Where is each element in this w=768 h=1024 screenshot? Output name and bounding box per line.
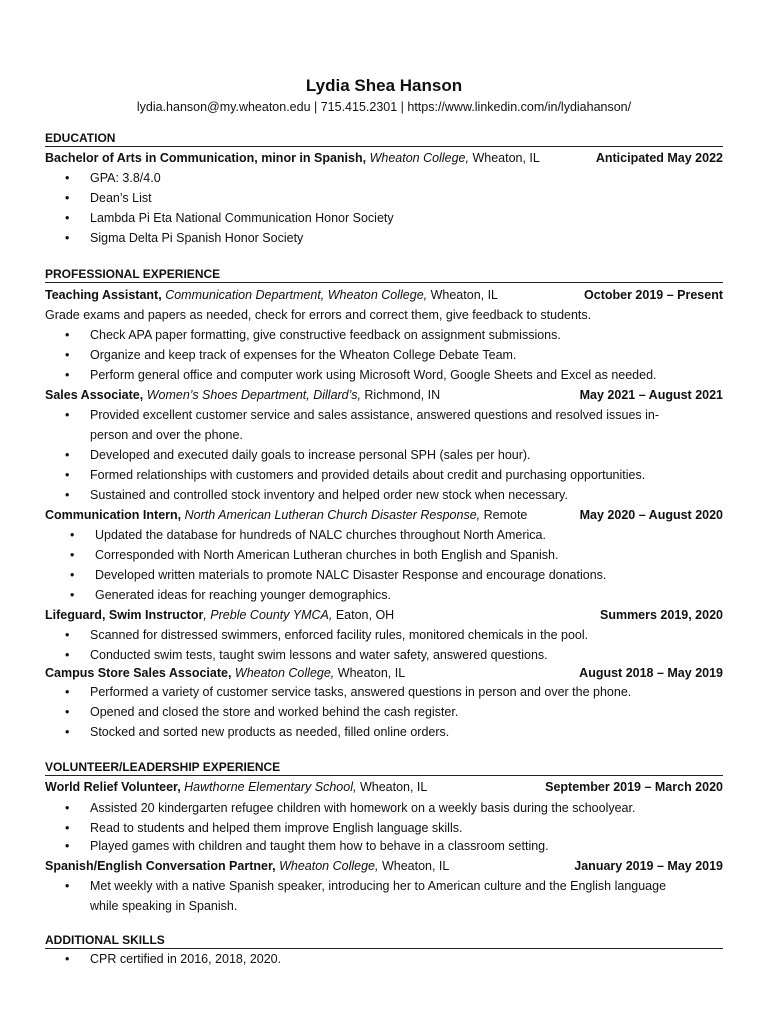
job-location: Richmond, IN	[364, 388, 441, 402]
bullet-icon: •	[65, 725, 70, 739]
job-location: Wheaton, IL	[337, 666, 406, 680]
job-location: Wheaton, IL	[359, 780, 428, 794]
degree: Bachelor of Arts in Communication, minor in Spanish,	[45, 151, 367, 165]
bullet-icon: •	[65, 821, 70, 835]
bullet-icon: •	[70, 588, 75, 602]
job-org: Hawthorne Elementary School,	[184, 780, 357, 794]
bullet-icon: •	[65, 952, 70, 966]
job-org: Wheaton College,	[279, 859, 379, 873]
bullet-icon: •	[65, 801, 70, 815]
school-name: Wheaton College,	[369, 151, 469, 165]
bullet-icon: •	[65, 368, 70, 382]
education-date: Anticipated May 2022	[595, 151, 723, 165]
job-date: August 2018 – May 2019	[579, 666, 723, 680]
job-date: Summers 2019, 2020	[599, 608, 723, 622]
school-location: Wheaton, IL	[472, 151, 540, 165]
bullet-icon: •	[65, 448, 70, 462]
job-title: Sales Associate,	[45, 388, 144, 402]
job-location: Wheaton, IL	[430, 288, 499, 302]
bullet-icon: •	[65, 839, 70, 853]
job-org: Wheaton College,	[234, 666, 335, 680]
job-date: May 2020 – August 2020	[579, 508, 723, 522]
job-date: September 2019 – March 2020	[545, 780, 723, 794]
job-location: Remote	[483, 508, 528, 522]
bullet-icon: •	[70, 548, 75, 562]
job-summary: Grade exams and papers as needed, check for errors and correct them, give feedback to students.	[45, 308, 592, 322]
job-date: October 2019 – Present	[584, 288, 723, 302]
job-title: World Relief Volunteer,	[45, 780, 181, 794]
job-title: Communication Intern,	[45, 508, 182, 522]
bullet-icon: •	[65, 171, 70, 185]
bullet-icon: •	[65, 879, 70, 893]
section-heading-professional: PROFESSIONAL EXPERIENCE	[45, 267, 723, 283]
bullet-icon: •	[65, 705, 70, 719]
bullet-icon: •	[70, 528, 75, 542]
bullet-icon: •	[65, 231, 70, 245]
section-heading-education: EDUCATION	[45, 131, 723, 147]
bullet-icon: •	[65, 628, 70, 642]
job-title: Teaching Assistant,	[45, 288, 162, 302]
job-title: Spanish/English Conversation Partner,	[45, 859, 276, 873]
education-entry-left	[45, 150, 540, 166]
contact-line: lydia.hanson@my.wheaton.edu | 715.415.2301 | https://www.linkedin.com/in/lydiahanson/	[136, 100, 632, 114]
job-date: May 2021 – August 2021	[579, 388, 723, 402]
job-org: Communication Department, Wheaton College,	[165, 288, 428, 302]
job-title: Lifeguard, Swim Instructor	[45, 608, 204, 622]
job-org: North American Lutheran Church Disaster Response,	[184, 508, 481, 522]
job-date: January 2019 – May 2019	[574, 859, 723, 873]
bullet-icon: •	[65, 328, 70, 342]
job-title: Campus Store Sales Associate,	[45, 666, 232, 680]
job-location: Eaton, OH	[335, 608, 395, 622]
bullet-icon: •	[65, 348, 70, 362]
bullet-icon: •	[65, 211, 70, 225]
bullet-icon: •	[65, 191, 70, 205]
resume-page: Lydia Shea Hanson lydia.hanson@my.wheaton.edu | 715.415.2301 | https://www.linkedin.com/in/lydiahanson/ EDUCATION Bachelor of Arts in Communication, minor in Spanish, Wheaton College, Wheaton, IL Anticipated May 2022 • GPA: 3.8/4.0 • Dean’s List • Lambda Pi Eta National Communication Honor Society • Sigma Delta Pi Spanish Honor Society PROFESSIONAL EXPERIENCE Teaching Assistant, Communication Department, Wheaton College, Wheaton, IL October 2019 – Present Grade exams and papers as needed, check for errors and correct them, give feedback to students. • Check APA paper formatting, give constructive feedback on assignment submissions. • Organize and keep track of expenses for the Wheaton College Debate Team. • Perform general office and computer work using Microsoft Word, Google Sheets and Excel as needed. Sales Associate, Women’s Shoes Department, Dillard’s, Richmond, IN May 2021 – August 2021 • Provided excellent customer service and sales assistance, answered questions and resolved issues in- person and over the phone. • Developed and executed daily goals to increase personal SPH (sales per hour). • Formed relationships with customers and provided details about credit and purchasing opportunities. • Sustained and controlled stock inventory and helped order new stock when necessary. Communication Intern, North American Lutheran Church Disaster Response, Remote May 2020 – August 2020 • Updated the database for hundreds of NALC churches throughout North America. • Corresponded with North American Lutheran churches in both English and Spanish. • Developed written materials to promote NALC Disaster Response and encourage donations. • Generated ideas for reaching younger demographics. Lifeguard, Swim Instructor, Preble County YMCA, Eaton, OH Summers 2019, 2020 • Scanned for distressed swimmers, enforced facility rules, monitored chemicals in the pool. • Conducted swim tests, taught swim lessons and water safety, answered questions. Campus Store Sales Associate, Wheaton College, Wheaton, IL August 2018 – May 2019 • Performed a variety of customer service tasks, answered questions in person and over the phone. • Opened and closed the store and worked behind the cash register. • Stocked and sorted new products as needed, filled online orders. VOLUNTEER/LEADERSHIP EXPERIENCE World Relief Volunteer, Hawthorne Elementary School, Wheaton, IL September 2019 – March 2020 • Assisted 20 kindergarten refugee children with homework on a weekly basis during the schoolyear. • Read to students and helped them improve English language skills. • Played games with children and taught them how to behave in a classroom setting. Spanish/English Conversation Partner, Wheaton College, Wheaton, IL January 2019 – May 2019 • Met weekly with a native Spanish speaker, introducing her to American culture and the English language while speaking in Spanish. ADDITIONAL SKILLS • CPR certified in 2016, 2018, 2020.	[0, 0, 768, 1024]
job-org: , Preble County YMCA,	[203, 608, 333, 622]
bullet-icon: •	[65, 648, 70, 662]
bullet-icon: •	[70, 568, 75, 582]
bullet-icon: •	[65, 685, 70, 699]
job-org: Women’s Shoes Department, Dillard’s,	[146, 388, 361, 402]
job-location: Wheaton, IL	[381, 859, 450, 873]
section-heading-skills: ADDITIONAL SKILLS	[45, 933, 723, 949]
bullet-icon: •	[65, 468, 70, 482]
bullet-icon: •	[65, 408, 70, 422]
bullet-icon: •	[65, 488, 70, 502]
resume-name: Lydia Shea Hanson	[305, 76, 463, 95]
section-heading-volunteer: VOLUNTEER/LEADERSHIP EXPERIENCE	[45, 760, 723, 776]
